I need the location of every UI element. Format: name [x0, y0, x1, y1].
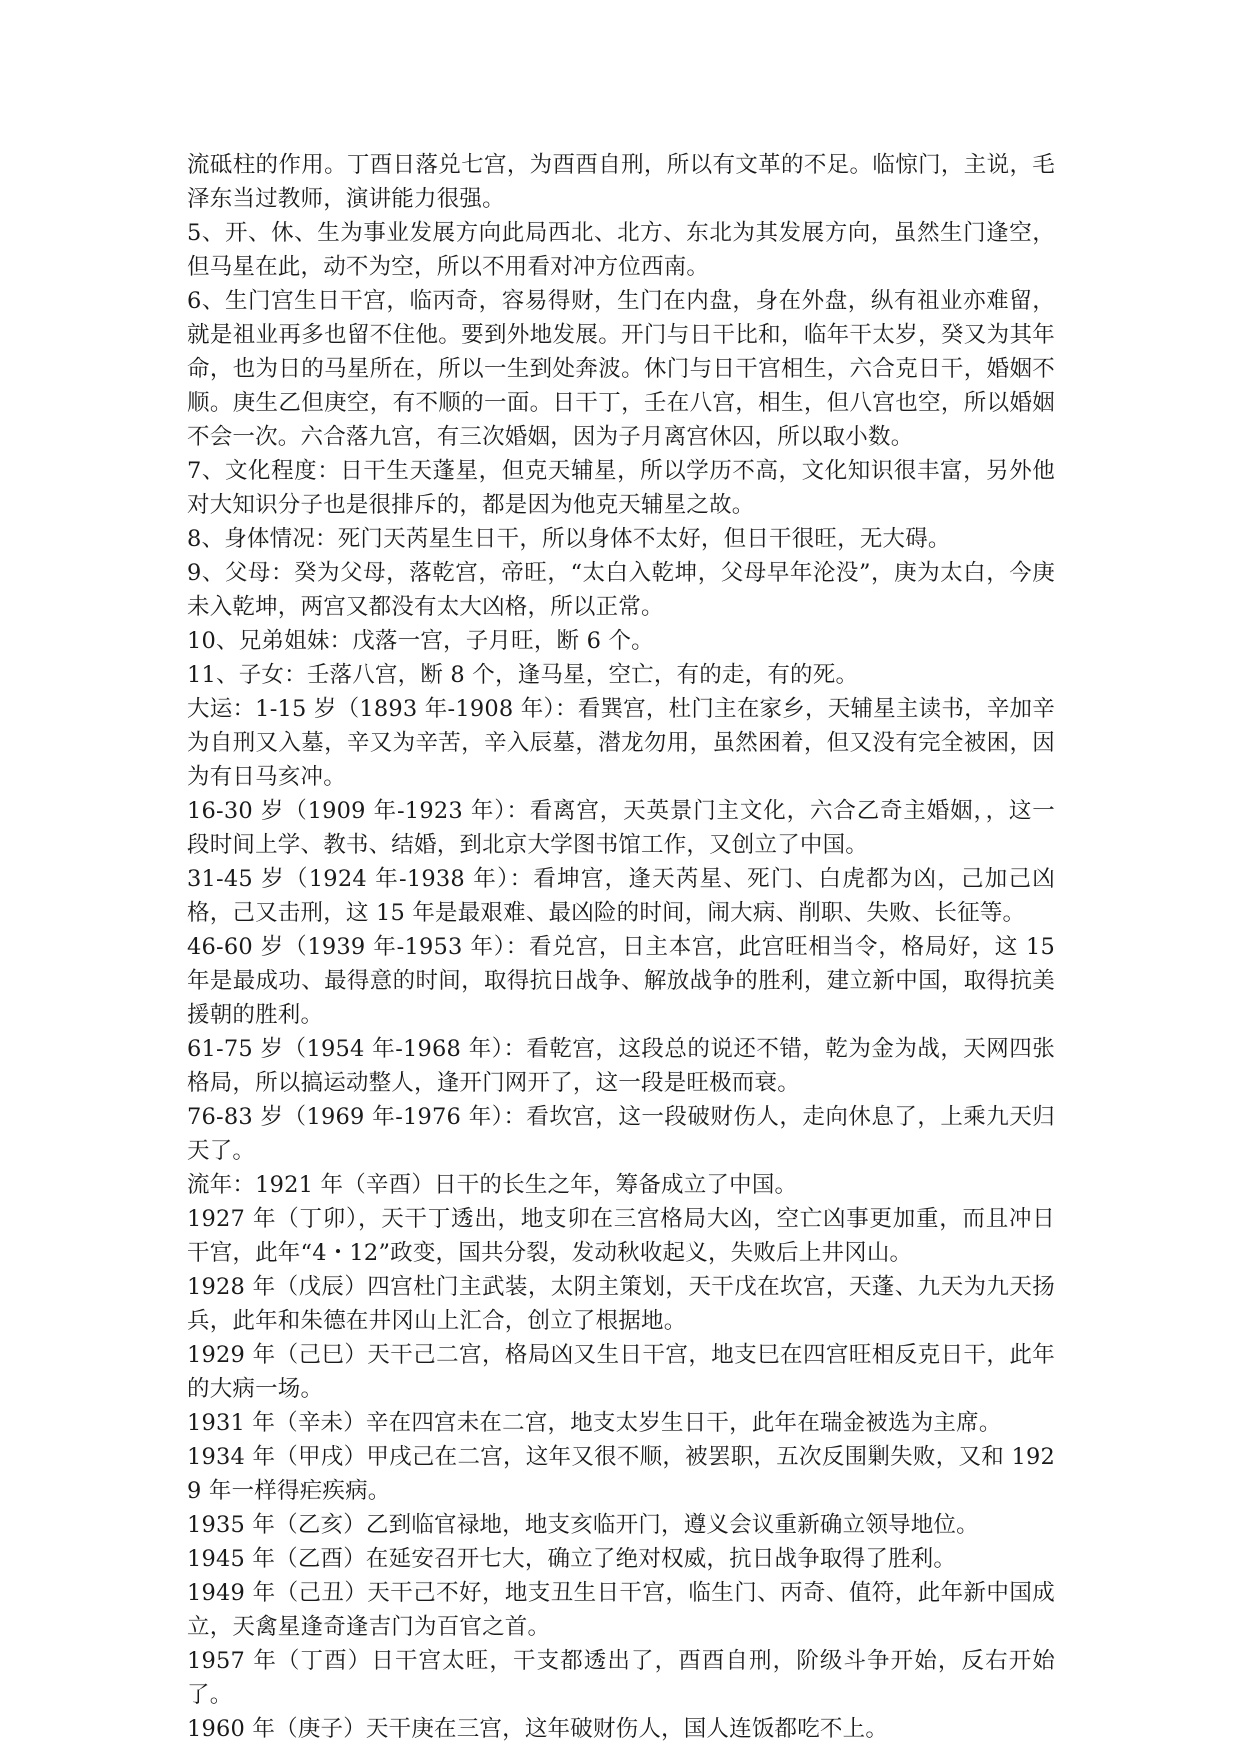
paragraph: 1934 年（甲戌）甲戌己在二宫，这年又很不顺，被罢职，五次反围剿失败，又和 1929 年一样得疟疾病。 [187, 1444, 1055, 1504]
paragraph: 9、父母：癸为父母，落乾宫，帝旺，“太白入乾坤，父母早年沦没”，庚为太白，今庚未入乾坤，两宫又都没有太大凶格，所以正常。 [187, 560, 1055, 620]
paragraph: 76-83 岁（1969 年-1976 年）：看坎宫，这一段破财伤人，走向休息了，上乘九天归天了。 [187, 1104, 1055, 1164]
paragraph: 5、开、休、生为事业发展方向此局西北、北方、东北为其发展方向，虽然生门逢空，但马星在此，动不为空，所以不用看对冲方位西南。 [187, 220, 1055, 280]
paragraph: 7、文化程度：日干生天蓬星，但克天辅星，所以学历不高，文化知识很丰富，另外他对大知识分子也是很排斥的，都是因为他克天辅星之故。 [187, 458, 1055, 518]
paragraph: 11、子女：壬落八宫，断 8 个，逢马星，空亡，有的走，有的死。 [187, 662, 859, 688]
paragraph: 流砥柱的作用。丁酉日落兑七宫，为酉酉自刑，所以有文革的不足。临惊门，主说，毛泽东当过教师，演讲能力很强。 [187, 152, 1055, 212]
paragraph: 61-75 岁（1954 年-1968 年）：看乾宫，这段总的说还不错，乾为金为战，天网四张格局，所以搞运动整人，逢开门网开了，这一段是旺极而衰。 [187, 1036, 1055, 1096]
paragraph: 大运：1-15 岁（1893 年-1908 年）：看巽宫，杜门主在家乡，天辅星主读书，辛加辛为自刑又入墓，辛又为辛苦，辛入辰墓，潜龙勿用，虽然困着，但又没有完全被困，因为有日马亥冲。 [187, 696, 1055, 790]
paragraph: 16-30 岁（1909 年-1923 年）：看离宫，天英景门主文化，六合乙奇主婚姻，，这一段时间上学、教书、结婚，到北京大学图书馆工作，又创立了中国。 [187, 798, 1055, 858]
paragraph: 46-60 岁（1939 年-1953 年）：看兑宫，日主本宫，此宫旺相当令，格局好，这 15 年是最成功、最得意的时间，取得抗日战争、解放战争的胜利，建立新中国，取得抗美援朝的胜利。 [187, 934, 1055, 1028]
paragraph: 1949 年（己丑）天干己不好，地支丑生日干宫，临生门、丙奇、值符，此年新中国成立，天禽星逢奇逢吉门为百官之首。 [187, 1580, 1055, 1640]
paragraph: 1957 年（丁酉）日干宫太旺，干支都透出了，酉酉自刑，阶级斗争开始，反右开始了。 [187, 1648, 1055, 1708]
paragraph: 8、身体情况：死门天芮星生日干，所以身体不太好，但日干很旺，无大碍。 [187, 526, 951, 552]
paragraph: 1945 年（乙酉）在延安召开七大，确立了绝对权威，抗日战争取得了胜利。 [187, 1546, 957, 1572]
paragraph: 1928 年（戊辰）四宫杜门主武装，太阴主策划，天干戊在坎宫，天蓬、九天为九天扬兵，此年和朱德在井冈山上汇合，创立了根据地。 [187, 1274, 1055, 1334]
paragraph: 1960 年（庚子）天干庚在三宫，这年破财伤人，国人连饭都吃不上。 [187, 1716, 889, 1742]
paragraph: 流年：1921 年（辛酉）日干的长生之年，筹备成立了中国。 [187, 1172, 798, 1198]
paragraph: 31-45 岁（1924 年-1938 年）：看坤宫，逢天芮星、死门、白虎都为凶，己加己凶格，己又击刑，这 15 年是最艰难、最凶险的时间，闹大病、削职、失败、长征等。 [187, 866, 1055, 926]
document-body [187, 148, 1055, 1746]
paragraph: 10、兄弟姐妹：戊落一宫，子月旺，断 6 个。 [187, 628, 654, 654]
paragraph: 1935 年（乙亥）乙到临官禄地，地支亥临开门，遵义会议重新确立领导地位。 [187, 1512, 979, 1538]
paragraph: 6、生门宫生日干宫，临丙奇，容易得财，生门在内盘，身在外盘，纵有祖业亦难留，就是祖业再多也留不住他。要到外地发展。开门与日干比和，临年干太岁，癸又为其年命，也为日的马星所在，所以一生到处奔波。休门与日干宫相生，六合克日干，婚姻不顺。庚生乙但庚空，有不顺的一面。日干丁，壬在八宫，相生，但八宫也空，所以婚姻不会一次。六合落九宫，有三次婚姻，因为子月离宫休囚，所以取小数。 [187, 288, 1055, 450]
paragraph: 1931 年（辛未）辛在四宫未在二宫，地支太岁生日干，此年在瑞金被选为主席。 [187, 1410, 1002, 1436]
paragraph: 1929 年（己巳）天干己二宫，格局凶又生日干宫，地支巳在四宫旺相反克日干，此年的大病一场。 [187, 1342, 1055, 1402]
paragraph: 1927 年（丁卯），天干丁透出，地支卯在三宫格局大凶，空亡凶事更加重，而且冲日干宫，此年“4・12”政变，国共分裂，发动秋收起义，失败后上井冈山。 [187, 1206, 1055, 1266]
